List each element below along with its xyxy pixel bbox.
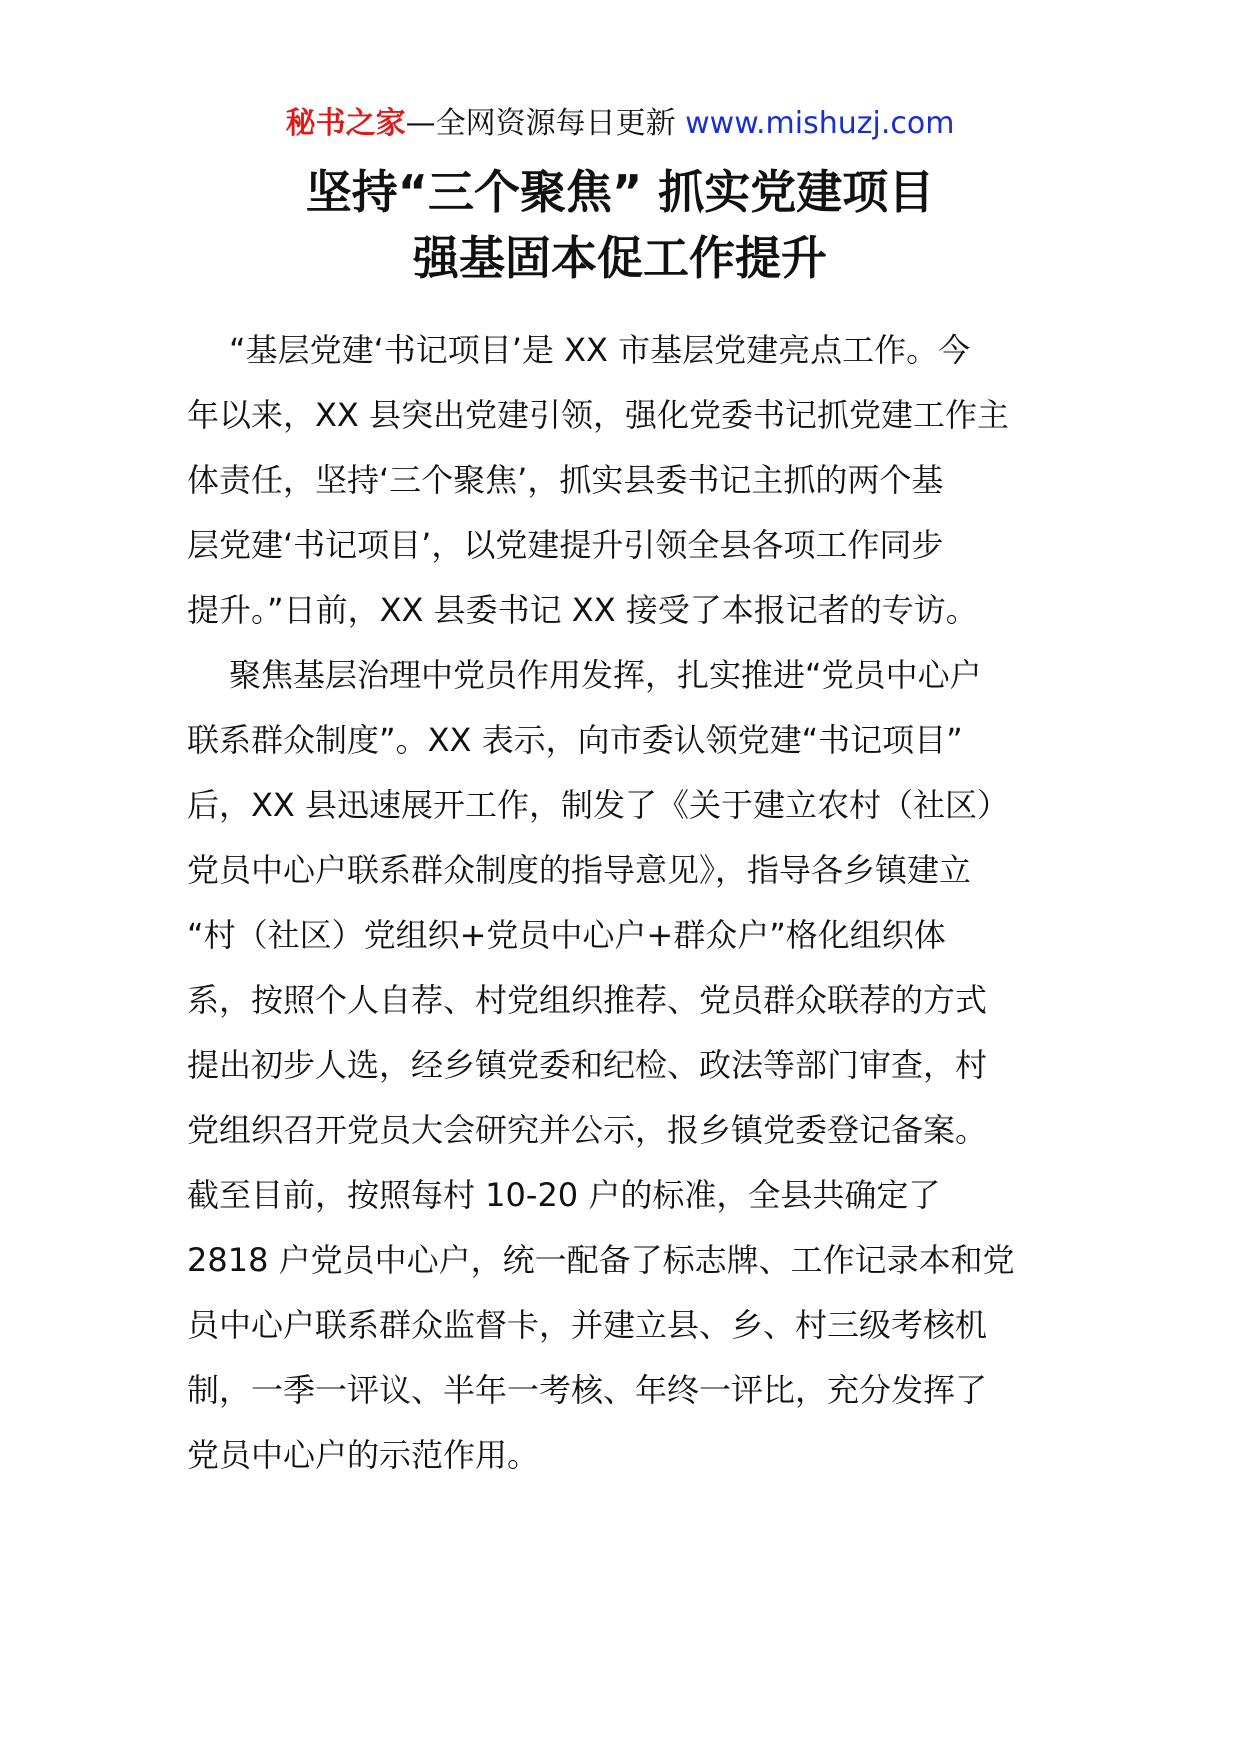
paragraph-line: 聚焦基层治理中党员作用发挥，扎实推进“党员中心户 xyxy=(229,656,982,694)
paragraph-line: 制，一季一评议、半年一考核、年终一评比，充分发挥了 xyxy=(187,1371,988,1409)
paragraph-line: 党员中心户的示范作用。 xyxy=(187,1436,540,1474)
document-title-line-1: 坚持“三个聚焦” 抓实党建项目 xyxy=(305,165,935,219)
paragraph-line: 2818 户党员中心户，统一配备了标志牌、工作记录本和党 xyxy=(187,1241,1015,1279)
paragraph-line: 截至目前，按照每村 10-20 户的标准，全县共确定了 xyxy=(187,1176,941,1214)
paragraph-line: 系，按照个人自荐、村党组织推荐、党员群众联荐的方式 xyxy=(187,981,988,1019)
paragraph-2 xyxy=(187,643,1067,1488)
paragraph-line: 党组织召开党员大会研究并公示，报乡镇党委登记备案。 xyxy=(187,1111,988,1149)
paragraph-line: 后，XX 县迅速展开工作，制发了《关于建立农村（社区） xyxy=(187,786,1010,824)
paragraph-line: 党员中心户联系群众制度的指导意见》，指导各乡镇建立 xyxy=(187,851,972,889)
site-slogan: —全网资源每日更新 xyxy=(405,106,686,141)
paragraph-line: 联系群众制度”。XX 表示，向市委认领党建“书记项目” xyxy=(187,721,963,759)
paragraph-line: 员中心户联系群众监督卡，并建立县、乡、村三级考核机 xyxy=(187,1306,988,1344)
document-title-line-2: 强基固本促工作提升 xyxy=(413,231,827,285)
site-brand: 秘书之家 xyxy=(285,106,406,141)
paragraph-line: “村（社区）党组织+党员中心户+群众户”格化组织体 xyxy=(187,916,946,954)
site-url-link[interactable]: www.mishuzj.com xyxy=(685,106,955,141)
site-header xyxy=(0,102,1240,146)
paragraph-line: 提出初步人选，经乡镇党委和纪检、政法等部门审查，村 xyxy=(187,1046,988,1084)
paragraph-line: 层党建‘书记项目’，以党建提升引领全县各项工作同步 xyxy=(187,526,944,564)
paragraph-1 xyxy=(187,318,1067,643)
paragraph-line: 年以来，XX 县突出党建引领，强化党委书记抓党建工作主 xyxy=(187,396,1010,434)
paragraph-line: 提升。”日前，XX 县委书记 XX 接受了本报记者的专访。 xyxy=(187,591,978,629)
paragraph-line: “基层党建‘书记项目’是 XX 市基层党建亮点工作。今 xyxy=(229,331,971,369)
document-body xyxy=(187,318,1067,1488)
paragraph-line: 体责任，坚持‘三个聚焦’，抓实县委书记主抓的两个基 xyxy=(187,461,944,499)
